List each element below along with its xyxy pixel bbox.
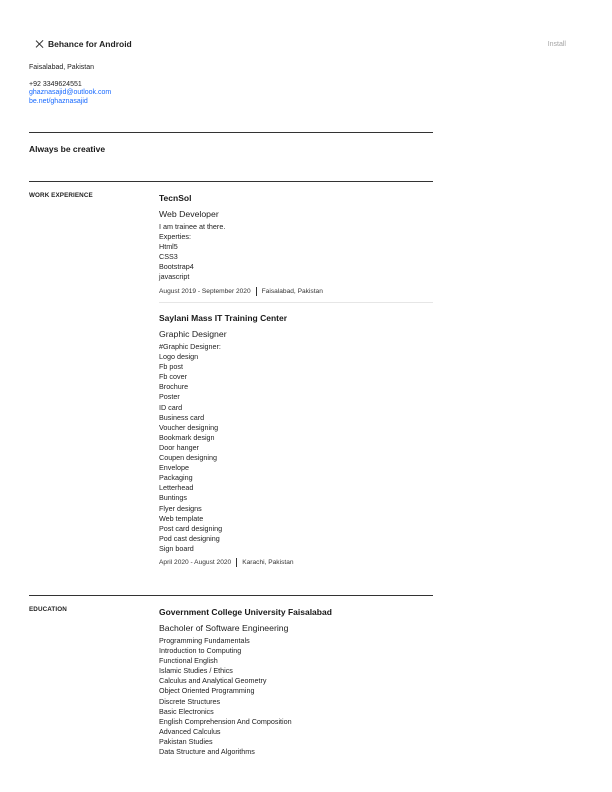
app-banner [36, 40, 566, 54]
section-label-work-experience: WORK EXPERIENCE [29, 192, 93, 199]
description-line: Poster [159, 392, 180, 402]
description-line: CSS3 [159, 252, 178, 262]
contact-website-link[interactable]: be.net/ghaznasajid [29, 97, 88, 105]
contact-info [29, 64, 111, 106]
description-line: Buntings [159, 493, 187, 503]
description-line: Business card [159, 412, 205, 422]
work-entry [159, 313, 433, 567]
course-line: Islamic Studies / Ethics [159, 666, 233, 676]
entry-location: Karachi, Pakistan [242, 558, 294, 566]
close-icon[interactable] [36, 40, 44, 48]
description-line: Flyer designs [159, 503, 202, 513]
section-label-education: EDUCATION [29, 606, 67, 613]
description-line: Brochure [159, 382, 189, 392]
description-line: Packaging [159, 473, 193, 483]
description-line: Bookmark design [159, 432, 215, 442]
description-line: Voucher designing [159, 422, 219, 432]
course-line: Calculus and Analytical Geometry [159, 676, 267, 686]
app-title: Behance for Android [48, 39, 132, 49]
entry-dates: April 2020 - August 2020 [159, 558, 232, 566]
description-line: Post card designing [159, 523, 223, 533]
entry-description [159, 222, 433, 283]
contact-location: Faisalabad, Pakistan [29, 64, 94, 71]
description-line: Coupen designing [159, 453, 217, 463]
description-line: Sign board [159, 543, 194, 553]
education-entry [159, 607, 433, 757]
description-line: Fb post [159, 362, 183, 372]
meta-separator [236, 558, 237, 567]
entry-organization: Government College University Faisalabad [159, 607, 332, 617]
entry-organization: Saylani Mass IT Training Center [159, 313, 288, 323]
description-line: #Graphic Designer: [159, 342, 221, 351]
description-line: Logo design [159, 352, 199, 362]
course-line: English Comprehension And Composition [159, 716, 292, 726]
contact-email-link[interactable]: ghaznasajid@outlook.com [29, 89, 112, 97]
entry-meta [159, 287, 433, 296]
entry-organization: TecnSol [159, 193, 192, 203]
entry-divider [159, 302, 433, 303]
course-line: Advanced Calculus [159, 726, 221, 736]
course-line: Functional English [159, 656, 218, 666]
entry-meta [159, 558, 433, 567]
divider-rule [29, 132, 433, 133]
description-line: Pod cast designing [159, 533, 220, 543]
description-line: Html5 [159, 242, 178, 252]
description-line: Web template [159, 513, 204, 523]
description-line: Letterhead [159, 483, 194, 493]
course-line: Programming Fundamentals [159, 636, 250, 645]
entry-role: Web Developer [159, 209, 219, 219]
work-entry [159, 193, 433, 296]
course-line: Discrete Structures [159, 696, 221, 706]
description-line: Fb cover [159, 372, 187, 382]
course-line: Data Structure and Algorithms [159, 747, 255, 757]
divider-rule [29, 595, 433, 596]
entry-description [159, 342, 433, 554]
entry-location: Faisalabad, Pakistan [261, 287, 323, 295]
course-line: Introduction to Computing [159, 646, 242, 656]
description-line: Bootstrap4 [159, 262, 194, 272]
course-line: Pakistan Studies [159, 736, 213, 746]
entry-courses [159, 636, 433, 757]
entry-degree: Bacholer of Software Engineering [159, 623, 289, 633]
description-line: I am trainee at there. [159, 222, 226, 231]
description-line: ID card [159, 402, 183, 412]
install-button[interactable]: Install [547, 41, 566, 48]
description-line: Door hanger [159, 442, 199, 452]
description-line: Envelope [159, 463, 189, 473]
meta-separator [256, 287, 257, 296]
entry-role: Graphic Designer [159, 329, 227, 339]
course-line: Basic Electronics [159, 706, 214, 716]
course-line: Object Oriented Programming [159, 686, 255, 696]
entry-dates: August 2019 - September 2020 [159, 287, 251, 295]
description-line: Experties: [159, 232, 191, 242]
tagline: Always be creative [29, 144, 106, 154]
description-line: javascript [159, 272, 190, 282]
contact-phone: +92 3349624551 [29, 80, 82, 88]
divider-rule [29, 181, 433, 182]
